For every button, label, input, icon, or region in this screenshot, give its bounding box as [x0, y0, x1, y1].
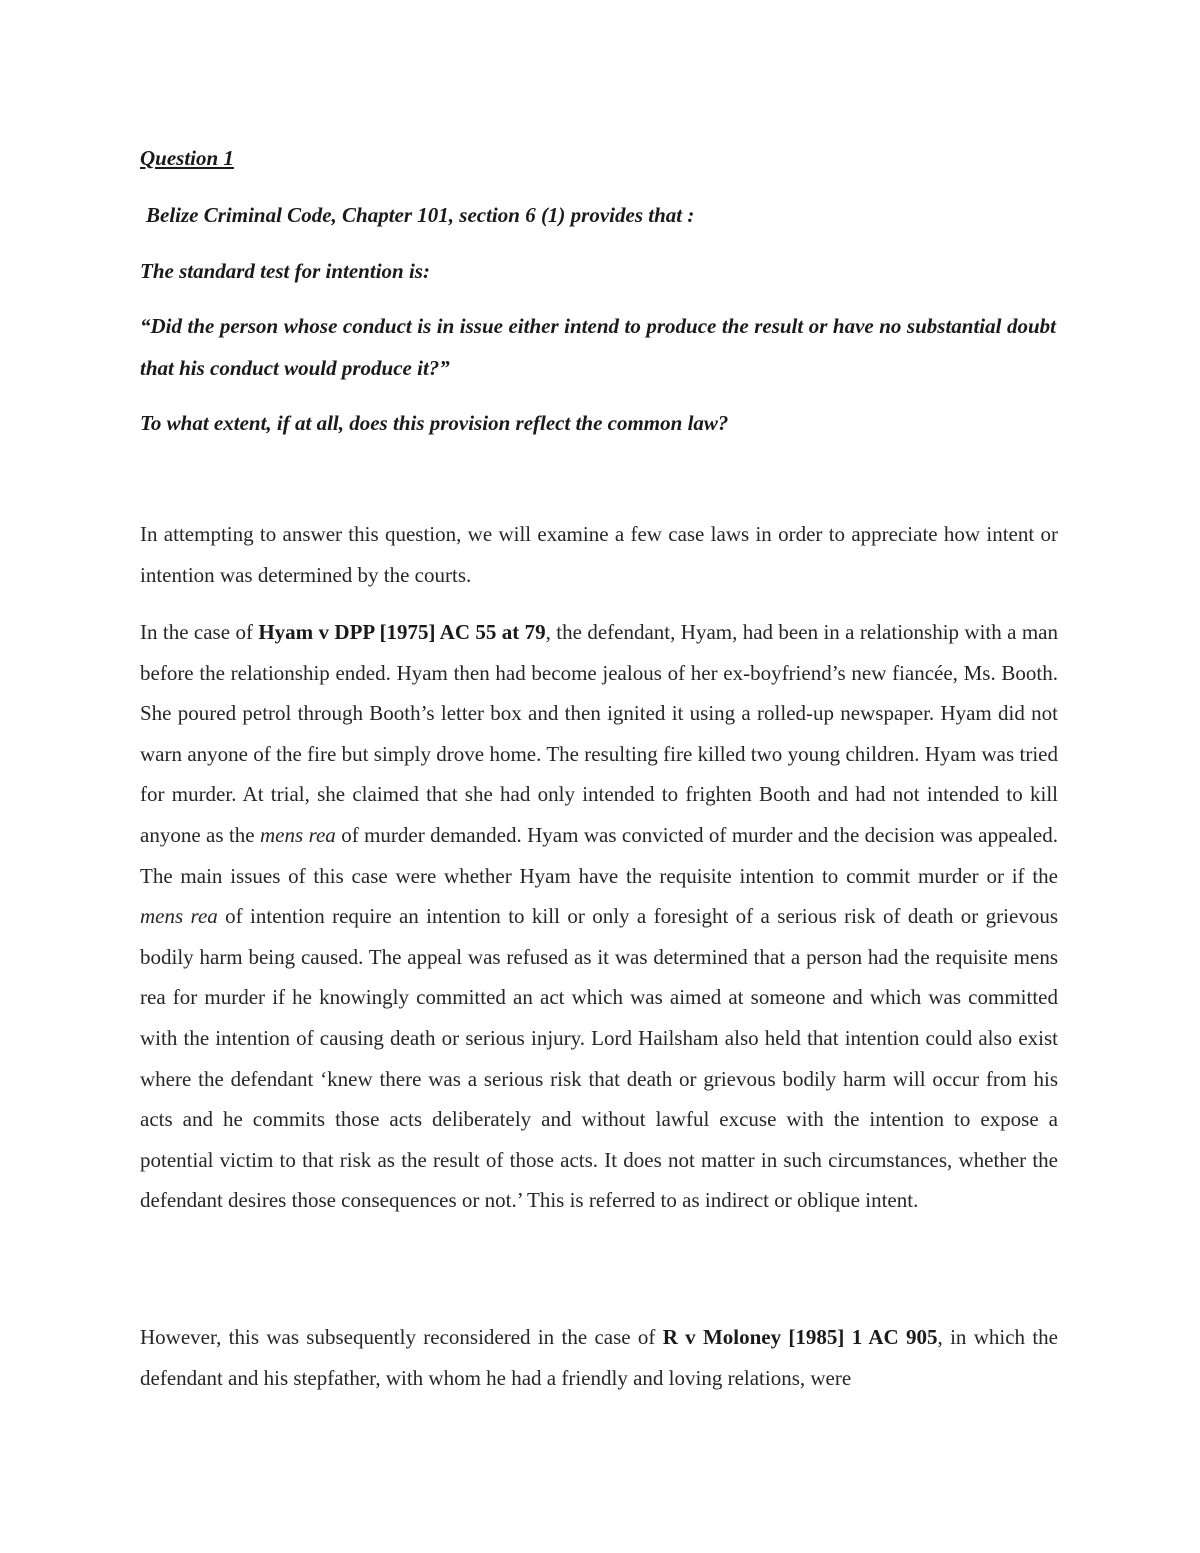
hyam-paragraph	[140, 612, 1058, 1221]
intro-paragraph: In attempting to answer this question, we will examine a few case laws in order to appreciate how intent or intention was determined by the courts.	[140, 522, 1058, 587]
mens-rea-term-1: mens rea	[260, 822, 336, 847]
test-quote: “Did the person whose conduct is in issue either intend to produce the result or have no substantial doubt that his conduct would produce it?”	[140, 314, 1056, 380]
moloney-pre: However, this was subsequently reconsidered in the case of	[140, 1325, 663, 1349]
moloney-paragraph	[140, 1317, 1058, 1398]
hyam-text-1: , the defendant, Hyam, had been in a relationship with a man before the relationship ended. Hyam then had become jealous of her ex-boyfriend’s new fiancée, Ms. Booth. She poured petrol through Booth’s letter box and then ignited it using a rolled-up newspaper. Hyam did not warn anyone of the fire but simply drove home. The resulting fire killed two young children. Hyam was tried for murder. At trial, she claimed that she had only intended to frighten Booth and had not intended to kill anyone as the	[140, 620, 1058, 847]
hyam-text-2: of murder demanded. Hyam was convicted of murder and the decision was appealed. The main issues of this case were whether Hyam have the requisite intention to commit murder or if the	[140, 822, 1058, 888]
question-title: Question 1	[140, 146, 234, 170]
hyam-case-citation: Hyam v DPP [1975] AC 55 at 79	[258, 620, 546, 644]
standard-test-heading: The standard test for intention is:	[140, 259, 430, 283]
question-prompt: To what extent, if at all, does this provision reflect the common law?	[140, 411, 729, 435]
hyam-pre: In the case of	[140, 620, 259, 644]
hyam-text-3: of intention require an intention to kill or only a foresight of a serious risk of death or grievous bodily harm being caused. The appeal was refused as it was determined that a person had the requisite mens rea for murder if he knowingly committed an act which was aimed at someone and which was committed with the intention of causing death or serious injury. Lord Hailsham also held that intention could also exist where the defendant ‘knew there was a serious risk that death or grievous bodily harm will occur from his acts and he commits those acts deliberately and without lawful excuse with the intention to expose a potential victim to that risk as the result of those acts. It does not matter in such circumstances, whether the defendant desires those consequences or not.’ This is referred to as indirect or oblique intent.	[140, 904, 1058, 1213]
code-reference: Belize Criminal Code, Chapter 101, section 6 (1) provides that :	[146, 203, 695, 227]
moloney-post: , in which the defendant and his stepfather, with whom he had a friendly and loving relations, were	[140, 1325, 1058, 1390]
mens-rea-term-2: mens rea	[140, 904, 218, 929]
moloney-case-citation: R v Moloney [1985] 1 AC 905	[662, 1325, 938, 1349]
